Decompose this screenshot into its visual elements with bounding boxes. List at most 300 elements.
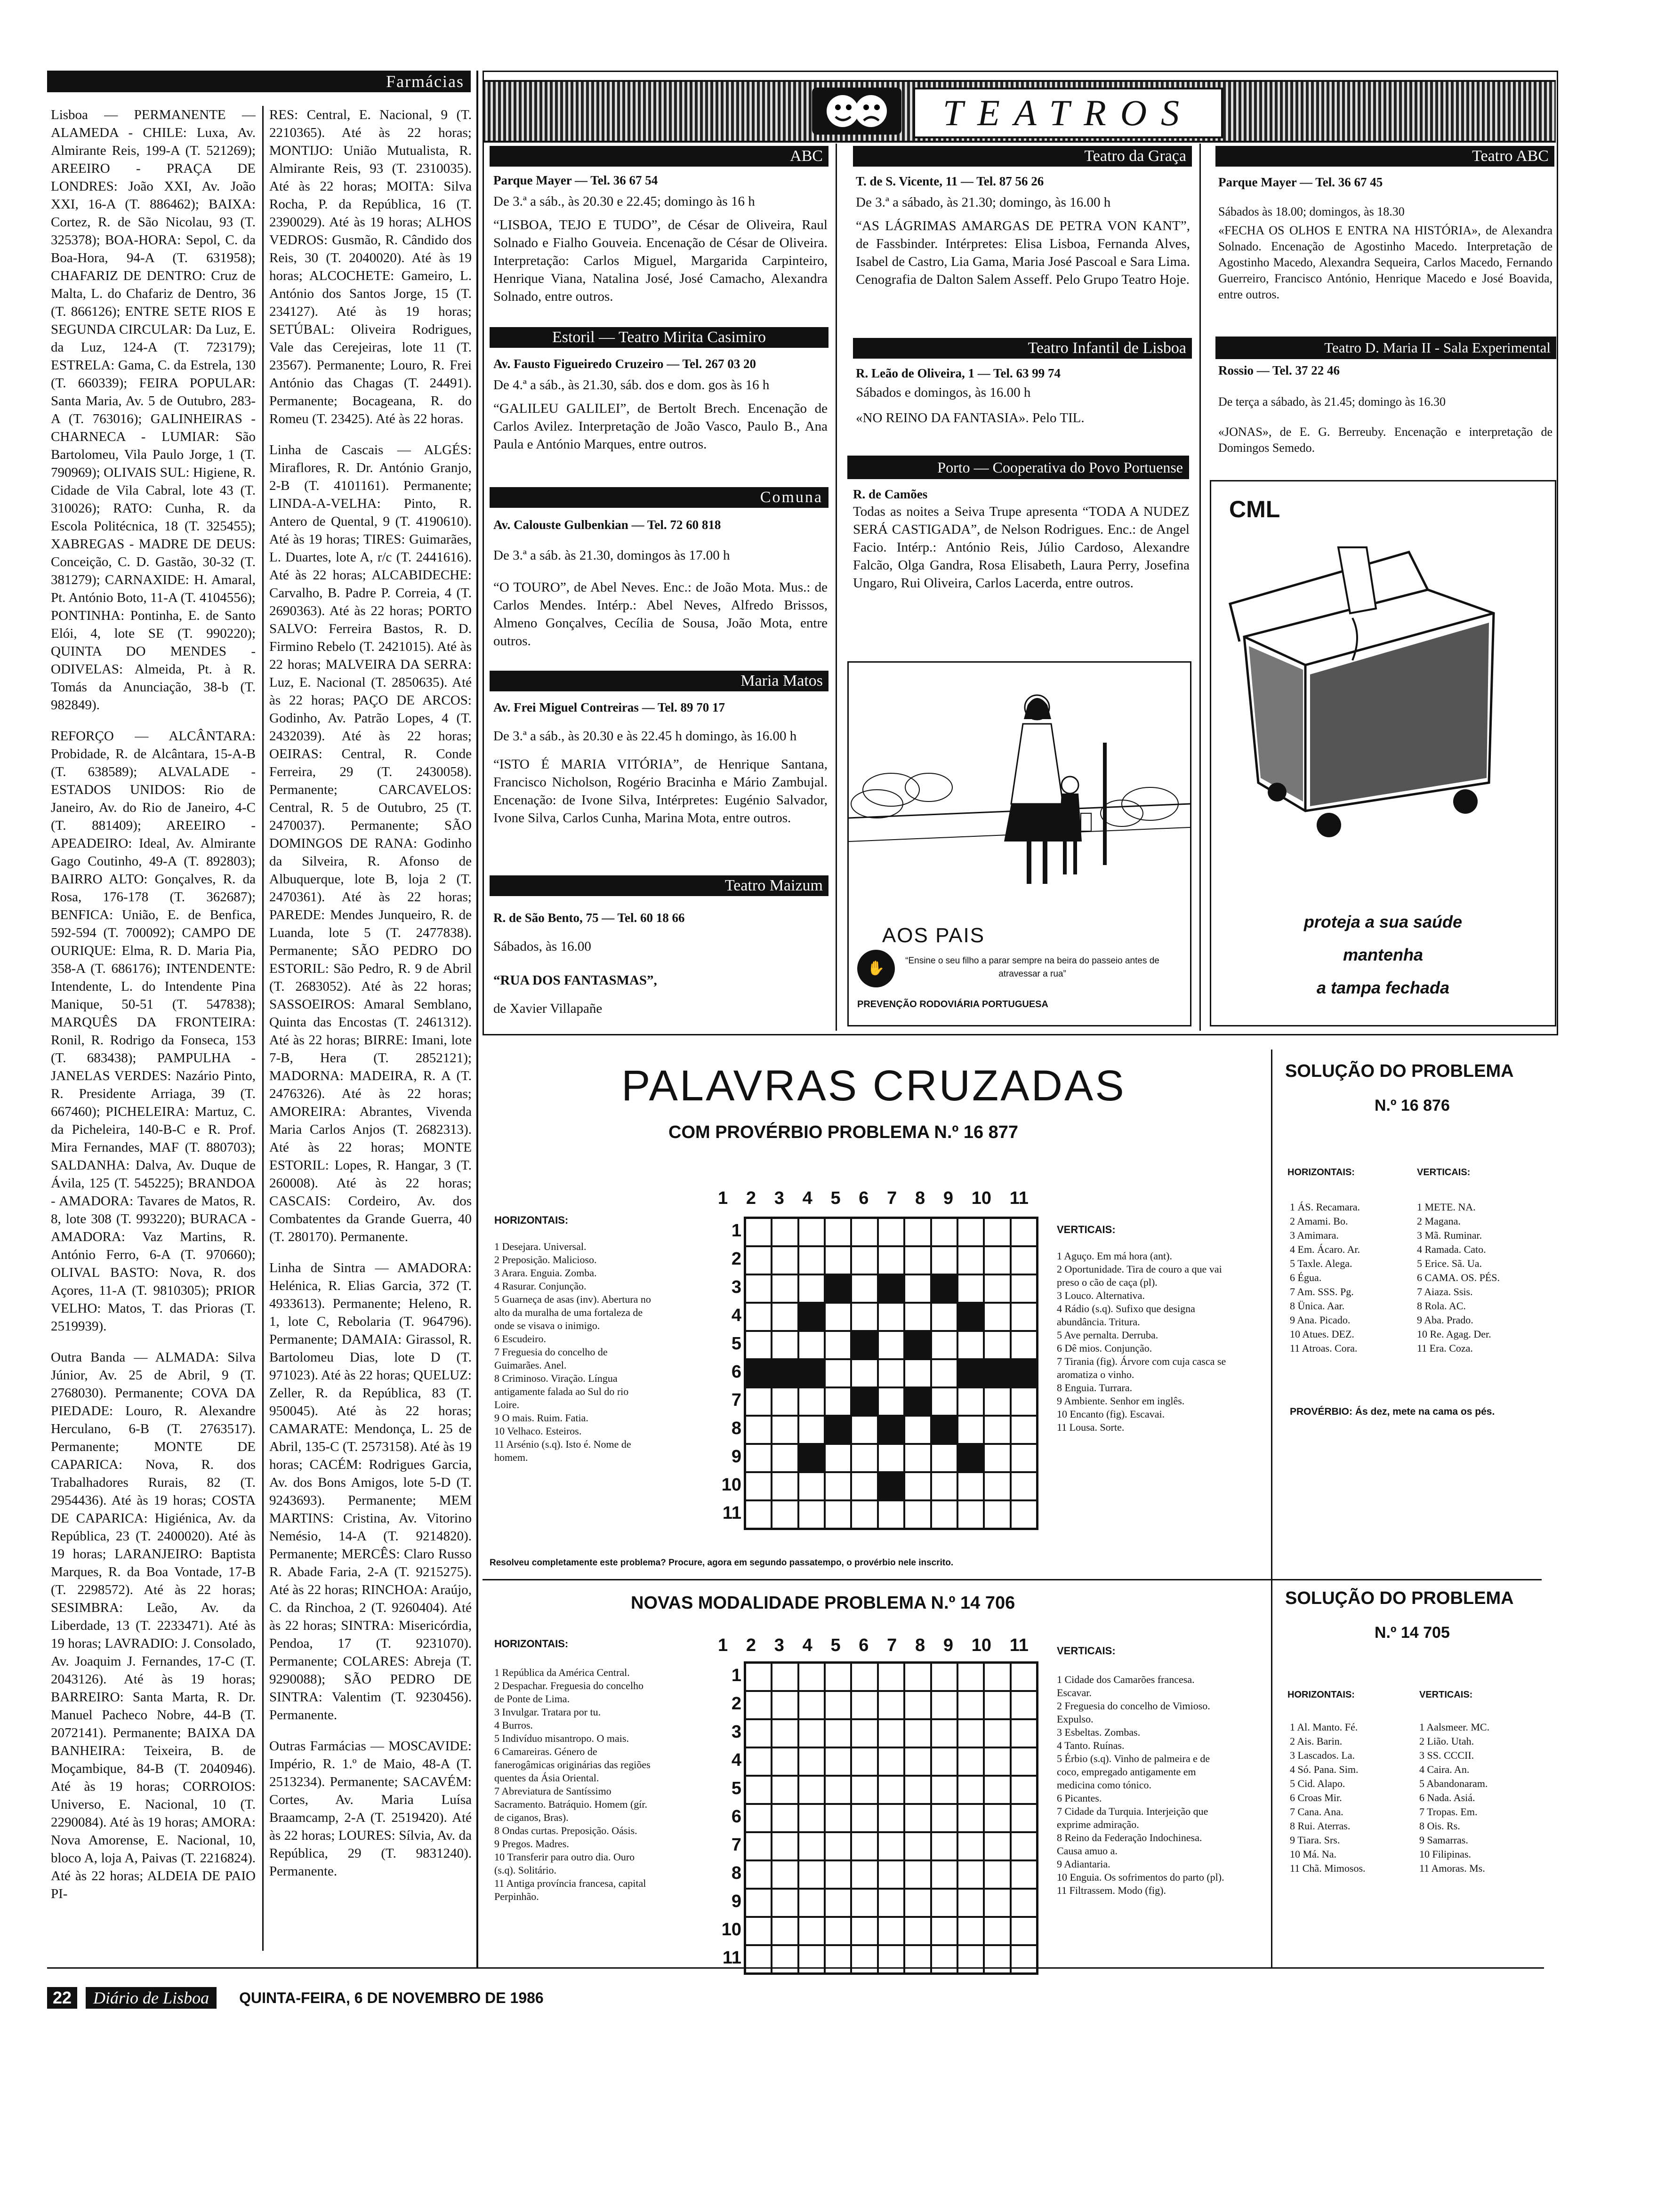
grid-cell[interactable] [1011, 1416, 1037, 1444]
grid-cell [772, 1359, 798, 1387]
clue: 3 Louco. Alternativa. [1057, 1290, 1145, 1301]
grid-cell[interactable] [878, 1387, 904, 1416]
clue: 4 Tanto. Ruínas. [1057, 1739, 1125, 1751]
grid-cell[interactable] [957, 1663, 984, 1691]
grid-cell[interactable] [745, 1416, 772, 1444]
graca-description: “AS LÁGRIMAS AMARGAS DE PETRA VON KANT”, de Fassbinder. Intérpretes: Elisa Lisboa, Fernanda Alves, Isabel de Castro, Lia Gama, Maria José Pascoal e Sara Lima. Cenografia de Dalton Salem Asseff. Pelo Grupo Teatro Hoje. [856, 218, 1190, 287]
grid-cell[interactable] [1011, 1472, 1037, 1500]
grid-cell[interactable] [825, 1917, 851, 1945]
grid-cell[interactable] [851, 1359, 877, 1387]
infantil-times: Sábados e domingos, às 16.00 h [856, 385, 1031, 400]
grid-cell[interactable] [798, 1663, 825, 1691]
pharmacies-south: RES: Central, E. Nacional, 9 (T. 2210365). Até às 22 horas; MONTIJO: União Mutualista, R. Almirante Reis, 93 (T. 2310035). Até às 22 horas; MOITA: Silva Rocha, P. da República, 16 (T. 2390029). Até às 19 horas; ALHOS VEDROS: Gusmão, R. Cândido dos Reis, 30 (T. 2040020). Até às 19 horas; ALCOCHETE: Gameiro, L. António dos Santos Jorge, 15 (T. 234127). Até às 19 horas; SETÚBAL: Oliveira Rodrigues, Vale das Cerejeiras, lote 11 (T. 23567). Permanente; Louro, R. Frei António das Chagas (T. 24491). Permanente; Bocageana, R. do Romeu (T. 23425). Até às 22 horas. [269, 107, 472, 426]
grid-cell[interactable] [745, 1945, 772, 1973]
grid-cell[interactable] [772, 1719, 798, 1747]
grid-cell[interactable] [931, 1500, 957, 1529]
grid-cell[interactable] [984, 1303, 1010, 1331]
grid-cell[interactable] [745, 1663, 772, 1691]
clue: 11 Filtrassem. Modo (fig). [1057, 1884, 1166, 1896]
grid-cell[interactable] [772, 1691, 798, 1719]
solution1-v-label: VERTICAIS: [1417, 1167, 1471, 1178]
grid-cell[interactable] [745, 1444, 772, 1472]
grid-cell[interactable] [904, 1359, 931, 1387]
grid-cell [851, 1331, 877, 1359]
grid-cell[interactable] [878, 1860, 904, 1889]
grid-cell[interactable] [931, 1889, 957, 1917]
grid-cell[interactable] [1011, 1889, 1037, 1917]
grid-cell[interactable] [772, 1500, 798, 1529]
grid-cell[interactable] [851, 1691, 877, 1719]
grid-cell[interactable] [931, 1218, 957, 1246]
grid-cell[interactable] [957, 1500, 984, 1529]
maizum-author: de Xavier Villapañe [493, 1001, 603, 1016]
grid-cell[interactable] [904, 1218, 931, 1246]
estoril-times: De 4.ª a sáb., às 21.30, sáb. dos e dom. gos às 16 h [493, 377, 770, 393]
grid-cell[interactable] [904, 1691, 931, 1719]
grid-cell[interactable] [931, 1691, 957, 1719]
grid-cell[interactable] [772, 1917, 798, 1945]
grid-cell[interactable] [772, 1776, 798, 1804]
grid-cell[interactable] [851, 1889, 877, 1917]
grid-cell [878, 1472, 904, 1500]
grid-cell[interactable] [957, 1945, 984, 1973]
grid-cell[interactable] [798, 1945, 825, 1973]
grid-cell[interactable] [904, 1776, 931, 1804]
grid-cell[interactable] [1011, 1691, 1037, 1719]
grid-cell[interactable] [825, 1860, 851, 1889]
teatros-title: TEATROS [942, 92, 1194, 133]
grid-cell [798, 1444, 825, 1472]
grid-cell[interactable] [878, 1218, 904, 1246]
grid-cell[interactable] [984, 1747, 1010, 1776]
grid-cell[interactable] [1011, 1218, 1037, 1246]
grid-cell[interactable] [931, 1663, 957, 1691]
grid-cell [825, 1274, 851, 1303]
grid-cell[interactable] [904, 1945, 931, 1973]
grid-cell[interactable] [957, 1246, 984, 1274]
grid-cell[interactable] [1011, 1917, 1037, 1945]
pharmacies-outra-banda: Outra Banda — ALMADA: Silva Júnior, Av. 25 de Abril, 9 (T. 2768030). Permanente; COVA DA PIEDADE: Louro, R. Alexandre Herculano, 6-B (T. 2763517). Permanente; MONTE DE CAPARICA: Nova, R. dos Trabalhadores Rurais, 82 (T. 2954436). Até às 19 horas; COSTA DE CAPARICA: Higiénica, Av. da República, 23 (T. 2400020). Até às 19 horas; LARANJEIRO: Baptista Marques, R. da Boa Vontade, 17-B (T. 2298572). Até às 22 horas; SESIMBRA: Leão, Av. da Liberdade, 13 (T. 2233471). Até às 19 horas; LAVRADIO: J. Consolado, Av. Joaquim J. Fernandes, 17-C (T. 2043126). Até às 19 horas; BARREIRO: Santa Marta, R. Dr. Manuel Pacheco Nobre, 44-B (T. 2072141). Permanente; BAIXA DA BANHEIRA: Teixeira, B. de Moçambique, 84-B (T. 2040946). Até às 19 horas; CORROIOS: Universo, E. Nacional, 10 (T. 2290084). Até às 19 horas; AMORA: Nova Amorense, E. Nacional, 10, bloco A, loja A, Paivas (T. 2216824). Até às 22 horas; ALDEIA DE PAIO PI- [51, 1350, 256, 1901]
grid-cell[interactable] [931, 1719, 957, 1747]
grid-cell[interactable] [931, 1917, 957, 1945]
grid-cell[interactable] [957, 1832, 984, 1860]
estoril-listing [493, 357, 828, 453]
grid-cell[interactable] [904, 1274, 931, 1303]
clue: 5 Guarneça de asas (inv). Abertura no alto da muralha de uma fortaleza de onde se visava o inimigo. [494, 1293, 651, 1331]
grid-cell[interactable] [957, 1889, 984, 1917]
grid-cell[interactable] [984, 1387, 1010, 1416]
grid-cell[interactable] [825, 1387, 851, 1416]
grid-cell[interactable] [984, 1331, 1010, 1359]
maizum-listing [493, 911, 828, 1018]
mother-child-illustration [849, 663, 1190, 917]
grid-cell[interactable] [957, 1747, 984, 1776]
grid-cell[interactable] [957, 1691, 984, 1719]
grid-cell[interactable] [745, 1500, 772, 1529]
crossword1-footer: Resolveu completamente este problema? Procure, agora em segundo passatempo, o provérbio nele inscrito. [490, 1558, 954, 1568]
grid-cell[interactable] [931, 1804, 957, 1832]
grid-cell[interactable] [825, 1472, 851, 1500]
grid-cell[interactable] [1011, 1719, 1037, 1747]
grid-cell[interactable] [851, 1500, 877, 1529]
grid-cell[interactable] [1011, 1832, 1037, 1860]
grid-cell[interactable] [798, 1387, 825, 1416]
grid-cell[interactable] [798, 1274, 825, 1303]
maizum-address: R. de São Bento, 75 — Tel. 60 18 66 [493, 911, 685, 925]
clue: 4 Rasurar. Conjunção. [494, 1280, 587, 1292]
grid-cell[interactable] [1011, 1776, 1037, 1804]
pharmacies-lisboa: Lisboa — PERMANENTE —ALAMEDA - CHILE: Luxa, Av. Almirante Reis, 199-A (T. 521269); AREEIRO - PRAÇA DE LONDRES: João XXI, Av. João XXI, 16-A (T. 886462); BAIXA: Cortez, R. de São Nicolau, 93 (T. 325378); BOA-HORA: Sepol, C. da Boa-Hora, 94-A (T. 631958); CHAFARIZ DE DENTRO: Cruz de Malta, L. do Chafariz de Dentro, 36 (T. 866126); ENTRE SETE RIOS E SEGUNDA CIRCULAR: Da Luz, E. da Luz, 124-A (T. 723179); ESTRELA: Gama, C. da Estrela, 130 (T. 660339); FEIRA POPULAR: Santa Maria, Av. 5 de Outubro, 283-A (T. 763016); GALINHEIRAS - CHARNECA - LUMIAR: São Bartolomeu, Vila Paulo Jorge, 1 (T. 790969); OLIVAIS SUL: Higiene, R. Cidade de Vila Cabral, lote 43 (T. 310026); RATO: Cunha, R. da Escola Politécnica, 18 (T. 325455); XABREGAS - MADRE DE DEUS: Conceição, C. D. Gastão, 30-32 (T. 381279); CARNAXIDE: H. Amaral, Pt. António Boto, 11-A (T. 4104556); PONTINHA: Pontinha, E. de Santo Elói, 4, lote SE (T. 990220); QUINTA DO MENDES - ODIVELAS: Almeida, Pt. à R. Tomás da Anunciação, 38-b (T. 982849). [51, 107, 256, 713]
estoril-address: Av. Fausto Figueiredo Cruzeiro — Tel. 267 03 20 [493, 357, 756, 371]
grid-cell[interactable] [772, 1889, 798, 1917]
grid-cell[interactable] [984, 1917, 1010, 1945]
solution-separator [1273, 1579, 1542, 1580]
grid-cell[interactable] [798, 1776, 825, 1804]
grid-cell[interactable] [984, 1776, 1010, 1804]
grid-cell[interactable] [878, 1832, 904, 1860]
grid-cell[interactable] [878, 1663, 904, 1691]
grid-cell[interactable] [1011, 1246, 1037, 1274]
grid-cell[interactable] [825, 1747, 851, 1776]
grid-cell[interactable] [798, 1472, 825, 1500]
grid-cell[interactable] [772, 1387, 798, 1416]
dmaria-listing [1218, 363, 1552, 456]
clue: 3 Invulgar. Tratara por tu. [494, 1706, 601, 1718]
grid-cell[interactable] [904, 1303, 931, 1331]
grid-cell[interactable] [798, 1246, 825, 1274]
grid-cell[interactable] [851, 1218, 877, 1246]
clue: 1 Aguço. Em má hora (ant). [1057, 1250, 1172, 1262]
grid-cell[interactable] [772, 1804, 798, 1832]
grid-cell[interactable] [878, 1889, 904, 1917]
grid-cell[interactable] [745, 1832, 772, 1860]
grid-cell[interactable] [878, 1359, 904, 1387]
grid-cell[interactable] [878, 1747, 904, 1776]
grid-cell[interactable] [825, 1804, 851, 1832]
grid-cell[interactable] [878, 1500, 904, 1529]
crossword1-subtitle: COM PROVÉRBIO PROBLEMA N.º 16 877 [668, 1122, 1019, 1142]
grid-cell[interactable] [825, 1719, 851, 1747]
grid-cell[interactable] [772, 1663, 798, 1691]
grid-cell[interactable] [957, 1274, 984, 1303]
grid-cell[interactable] [1011, 1303, 1037, 1331]
grid-cell[interactable] [984, 1500, 1010, 1529]
grid-cell[interactable] [851, 1860, 877, 1889]
grid-cell[interactable] [904, 1416, 931, 1444]
grid-cell[interactable] [931, 1472, 957, 1500]
grid-cell[interactable] [984, 1246, 1010, 1274]
grid-cell[interactable] [984, 1444, 1010, 1472]
grid-cell[interactable] [957, 1860, 984, 1889]
grid-cell[interactable] [825, 1218, 851, 1246]
comuna-times: De 3.ª a sáb. às 21.30, domingos às 17.00 h [493, 548, 730, 563]
grid-cell[interactable] [745, 1331, 772, 1359]
grid-cell[interactable] [984, 1663, 1010, 1691]
prp-logo-icon: ✋ [857, 950, 895, 987]
grid-cell[interactable] [798, 1747, 825, 1776]
grid-cell[interactable] [772, 1747, 798, 1776]
clue: 1 Desejara. Universal. [494, 1241, 587, 1252]
grid-cell[interactable] [825, 1331, 851, 1359]
grid-cell[interactable] [957, 1218, 984, 1246]
grid-cell[interactable] [984, 1416, 1010, 1444]
grid-cell[interactable] [745, 1804, 772, 1832]
grid-cell[interactable] [878, 1691, 904, 1719]
crossword1-grid[interactable] [744, 1217, 1038, 1530]
grid-cell [984, 1359, 1010, 1387]
clue: 3 Esbeltas. Zombas. [1057, 1726, 1141, 1738]
crossword1-h-label: HORIZONTAIS: [494, 1214, 569, 1226]
grid-cell[interactable] [851, 1804, 877, 1832]
grid-cell[interactable] [878, 1945, 904, 1973]
grid-cell[interactable] [825, 1246, 851, 1274]
cml-ad [1210, 480, 1556, 1026]
mariamatos-listing [493, 700, 828, 827]
grid-cell[interactable] [798, 1917, 825, 1945]
grid-cell [878, 1274, 904, 1303]
crossword-title-text: PALAVRAS CRUZADAS [621, 1062, 1126, 1110]
grid-cell[interactable] [825, 1776, 851, 1804]
grid-cell[interactable] [851, 1444, 877, 1472]
grid-cell[interactable] [984, 1889, 1010, 1917]
grid-cell[interactable] [745, 1218, 772, 1246]
grid-cell[interactable] [957, 1472, 984, 1500]
grid-cell[interactable] [904, 1889, 931, 1917]
grid-cell[interactable] [798, 1691, 825, 1719]
grid-cell[interactable] [825, 1889, 851, 1917]
grid-cell[interactable] [984, 1832, 1010, 1860]
grid-cell[interactable] [798, 1218, 825, 1246]
grid-cell[interactable] [1011, 1500, 1037, 1529]
grid-cell[interactable] [851, 1274, 877, 1303]
grid-cell[interactable] [745, 1719, 772, 1747]
grid-cell[interactable] [825, 1945, 851, 1973]
mariamatos-times: De 3.ª a sáb., às 20.30 e às 22.45 h domingo, às 16.00 h [493, 729, 797, 744]
infantil-listing [856, 366, 1190, 427]
grid-cell[interactable] [931, 1747, 957, 1776]
issue-date: QUINTA-FEIRA, 6 DE NOVEMBRO DE 1986 [239, 1989, 544, 2006]
grid-cell[interactable] [772, 1444, 798, 1472]
grid-cell[interactable] [957, 1331, 984, 1359]
grid-cell[interactable] [957, 1387, 984, 1416]
grid-cell[interactable] [851, 1832, 877, 1860]
grid-cell[interactable] [745, 1889, 772, 1917]
grid-cell[interactable] [798, 1889, 825, 1917]
mariamatos-address: Av. Frei Miguel Contreiras — Tel. 89 70 17 [493, 700, 725, 714]
grid-cell[interactable] [745, 1860, 772, 1889]
clue: 2 Freguesia do concelho de Vimioso. Expulso. [1057, 1700, 1210, 1725]
graca-address: T. de S. Vicente, 11 — Tel. 87 56 26 [856, 174, 1044, 188]
grid-cell [957, 1303, 984, 1331]
grid-cell[interactable] [984, 1719, 1010, 1747]
grid-cell[interactable] [1011, 1860, 1037, 1889]
grid-cell[interactable] [878, 1917, 904, 1945]
grid-cell[interactable] [957, 1776, 984, 1804]
estoril-description: “GALILEU GALILEI”, de Bertolt Brech. Encenação de Carlos Avilez. Interpretação de João Vasco, Paulo B., Ana Paula e António Marques, entre outros. [493, 401, 828, 452]
porto-description: Todas as noites a Seiva Trupe apresenta “TODA A NUDEZ SERÁ CASTIGADA”, de Nelson Rodrigues. Enc.: de Angel Facio. Intérp.: António Reis, Júlio Cardoso, Alexandre Falcão, Olga Gandra, Rosa Elisabeth, Laura Perry, Josefina Ungaro, Rui Oliveira, Carlos Lacerda, entre outros. [853, 504, 1190, 591]
grid-cell[interactable] [1011, 1331, 1037, 1359]
grid-cell[interactable] [772, 1246, 798, 1274]
grid-cell[interactable] [772, 1860, 798, 1889]
grid-cell[interactable] [984, 1218, 1010, 1246]
grid-cell[interactable] [904, 1747, 931, 1776]
pharmacies-divider [262, 106, 264, 1951]
pharmacies-sintra: Linha de Sintra — AMADORA: Helénica, R. Elias Garcia, 372 (T. 4933613). Permanente; Heleno, R. 1, lote C, Rebolaria (T. 964796). Permanente; DAMAIA: Girassol, R. Bartolomeu Dias, lote D (T. 971023). Até às 22 horas; QUELUZ: Zeller, R. da República, 83 (T. 950045). Até às 22 horas; CAMARATE: Mendonça, L. 25 de Abril, 135-C (T. 2573158). Até às 19 horas; CACÉM: Rodrigues Garcia, Av. dos Bons Amigos, lote 5-D (T. 9243693). Permanente; MEM MARTINS: Cristina, Av. Vitorino Nemésio, 14-A (T. 9214820). Permanente; MERCÊS: Claro Russo R. Abade Faria, 2-A (T. 9215275). Até às 22 horas; RINCHOA: Araújo, C. da Rinchoa, 2 (T. 9260404). Até às 22 horas; SINTRA: Misericórdia, Pendoa, 17 (T. 9231070). Permanente; COLARES: Abreja (T. 9290088); SÃO PEDRO DE SINTRA: Valentim (T. 9230456). Permanente. [269, 1260, 472, 1723]
grid-cell[interactable] [772, 1416, 798, 1444]
grid-cell[interactable] [745, 1274, 772, 1303]
grid-cell[interactable] [772, 1331, 798, 1359]
grid-cell[interactable] [1011, 1444, 1037, 1472]
grid-cell[interactable] [772, 1274, 798, 1303]
grid-cell[interactable] [931, 1359, 957, 1387]
grid-cell[interactable] [851, 1945, 877, 1973]
grid-cell[interactable] [957, 1804, 984, 1832]
grid-cell[interactable] [745, 1303, 772, 1331]
prp-title: AOS PAIS [882, 924, 985, 947]
grid-cell[interactable] [904, 1832, 931, 1860]
grid-cell [904, 1331, 931, 1359]
grid-cell[interactable] [904, 1500, 931, 1529]
grid-cell[interactable] [798, 1804, 825, 1832]
grid-cell [931, 1274, 957, 1303]
clue: 6 Picantes. [1057, 1792, 1102, 1804]
clue: 5 Ave pernalta. Derruba. [1057, 1329, 1158, 1341]
grid-cell[interactable] [745, 1747, 772, 1776]
comuna-header: Comuna [490, 487, 828, 508]
grid-cell[interactable] [878, 1804, 904, 1832]
grid-cell[interactable] [851, 1416, 877, 1444]
grid-cell[interactable] [984, 1804, 1010, 1832]
grid-cell[interactable] [904, 1860, 931, 1889]
maizum-description: “RUA DOS FANTASMAS”, [493, 973, 657, 988]
grid-cell[interactable] [904, 1472, 931, 1500]
grid-cell [798, 1359, 825, 1387]
grid-cell[interactable] [931, 1246, 957, 1274]
grid-cell[interactable] [931, 1860, 957, 1889]
grid-cell[interactable] [878, 1719, 904, 1747]
prp-ad [847, 661, 1191, 1026]
grid-cell[interactable] [798, 1860, 825, 1889]
grid-cell[interactable] [984, 1274, 1010, 1303]
grid-cell[interactable] [825, 1832, 851, 1860]
grid-cell[interactable] [931, 1945, 957, 1973]
grid-cell[interactable] [825, 1359, 851, 1387]
grid-cell[interactable] [957, 1416, 984, 1444]
teatros-banner [483, 80, 1556, 143]
grid-cell[interactable] [745, 1246, 772, 1274]
solution2-h: 1 Al. Manto. Fé. 2 Ais. Barin. 3 Lascados. La. 4 Só. Pana. Sim. 5 Cid. Alapo. 6 Croas Mir. 7 Cana. Ana. 8 Rui. Aterras. 9 Tiara. Srs. 10 Má. Na. 11 Chã. Mimosos. [1290, 1721, 1366, 1874]
grid-cell[interactable] [904, 1804, 931, 1832]
clue: 10 Transferir para outro dia. Ouro (s.q). Solitário. [494, 1851, 635, 1876]
clue: 11 Antiga província francesa, capital Perpinhão. [494, 1877, 646, 1902]
grid-cell[interactable] [957, 1917, 984, 1945]
grid-cell[interactable] [745, 1917, 772, 1945]
grid-cell[interactable] [745, 1387, 772, 1416]
grid-cell[interactable] [745, 1472, 772, 1500]
grid-cell[interactable] [772, 1472, 798, 1500]
grid-cell[interactable] [1011, 1663, 1037, 1691]
grid-cell[interactable] [878, 1331, 904, 1359]
clue: 6 Camareiras. Género de fanerogâmicas originárias das regiões quentes da Ásia Oriental. [494, 1746, 651, 1784]
grid-cell[interactable] [745, 1691, 772, 1719]
grid-cell[interactable] [904, 1444, 931, 1472]
grid-cell[interactable] [931, 1303, 957, 1331]
grid-cell[interactable] [798, 1500, 825, 1529]
grid-cell[interactable] [851, 1917, 877, 1945]
clue: 1 Cidade dos Camarões francesa. Escavar. [1057, 1674, 1195, 1699]
grid-cell[interactable] [798, 1331, 825, 1359]
clue: 11 Lousa. Sorte. [1057, 1421, 1125, 1433]
grid-cell[interactable] [851, 1246, 877, 1274]
grid-cell[interactable] [1011, 1804, 1037, 1832]
cml-slogan-1: proteja a sua saúde [1303, 912, 1463, 931]
grid-cell[interactable] [798, 1832, 825, 1860]
dmaria-description: «JONAS», de E. G. Berreuby. Encenação e interpretação de Domingos Semedo. [1218, 425, 1552, 455]
grid-cell[interactable] [772, 1303, 798, 1331]
grid-cell[interactable] [878, 1444, 904, 1472]
grid-cell[interactable] [825, 1663, 851, 1691]
grid-cell[interactable] [878, 1303, 904, 1331]
grid-cell[interactable] [931, 1387, 957, 1416]
crossword2-grid[interactable] [744, 1661, 1038, 1975]
grid-cell[interactable] [798, 1416, 825, 1444]
grid-cell[interactable] [931, 1444, 957, 1472]
grid-cell[interactable] [772, 1832, 798, 1860]
grid-cell[interactable] [904, 1663, 931, 1691]
clue: 10 Velhaco. Esteiros. [494, 1425, 582, 1437]
prp-org: PREVENÇÃO RODOVIÁRIA PORTUGUESA [857, 999, 1048, 1010]
grid-cell[interactable] [772, 1945, 798, 1973]
grid-cell[interactable] [984, 1472, 1010, 1500]
grid-cell[interactable] [878, 1246, 904, 1274]
grid-cell[interactable] [904, 1917, 931, 1945]
grid-cell[interactable] [1011, 1945, 1037, 1973]
pharmacies-header-label: Farmácias [386, 72, 464, 91]
grid-cell[interactable] [825, 1303, 851, 1331]
grid-cell[interactable] [772, 1218, 798, 1246]
clue: 6 Escudeiro. [494, 1333, 546, 1345]
maizum-times: Sábados, às 16.00 [493, 939, 591, 954]
grid-cell[interactable] [931, 1832, 957, 1860]
grid-cell[interactable] [825, 1444, 851, 1472]
grid-cell[interactable] [1011, 1274, 1037, 1303]
grid-cell[interactable] [957, 1719, 984, 1747]
grid-cell[interactable] [825, 1500, 851, 1529]
grid-cell[interactable] [984, 1691, 1010, 1719]
grid-cell[interactable] [798, 1719, 825, 1747]
grid-cell[interactable] [851, 1303, 877, 1331]
grid-cell[interactable] [851, 1472, 877, 1500]
grid-cell[interactable] [984, 1860, 1010, 1889]
grid-cell[interactable] [1011, 1747, 1037, 1776]
grid-cell[interactable] [931, 1331, 957, 1359]
solution2-title: SOLUÇÃO DO PROBLEMA [1285, 1588, 1514, 1608]
grid-cell[interactable] [825, 1691, 851, 1719]
solution2-number: N.º 14 705 [1375, 1624, 1450, 1642]
grid-cell[interactable] [904, 1719, 931, 1747]
grid-cell[interactable] [931, 1776, 957, 1804]
grid-cell[interactable] [851, 1776, 877, 1804]
grid-cell[interactable] [745, 1776, 772, 1804]
grid-cell[interactable] [1011, 1387, 1037, 1416]
clue: 5 Indivíduo misantropo. O mais. [494, 1732, 629, 1744]
grid-cell[interactable] [851, 1663, 877, 1691]
grid-cell[interactable] [984, 1945, 1010, 1973]
grid-cell[interactable] [851, 1719, 877, 1747]
grid-cell[interactable] [851, 1747, 877, 1776]
grid-cell[interactable] [904, 1246, 931, 1274]
grid-cell[interactable] [878, 1776, 904, 1804]
